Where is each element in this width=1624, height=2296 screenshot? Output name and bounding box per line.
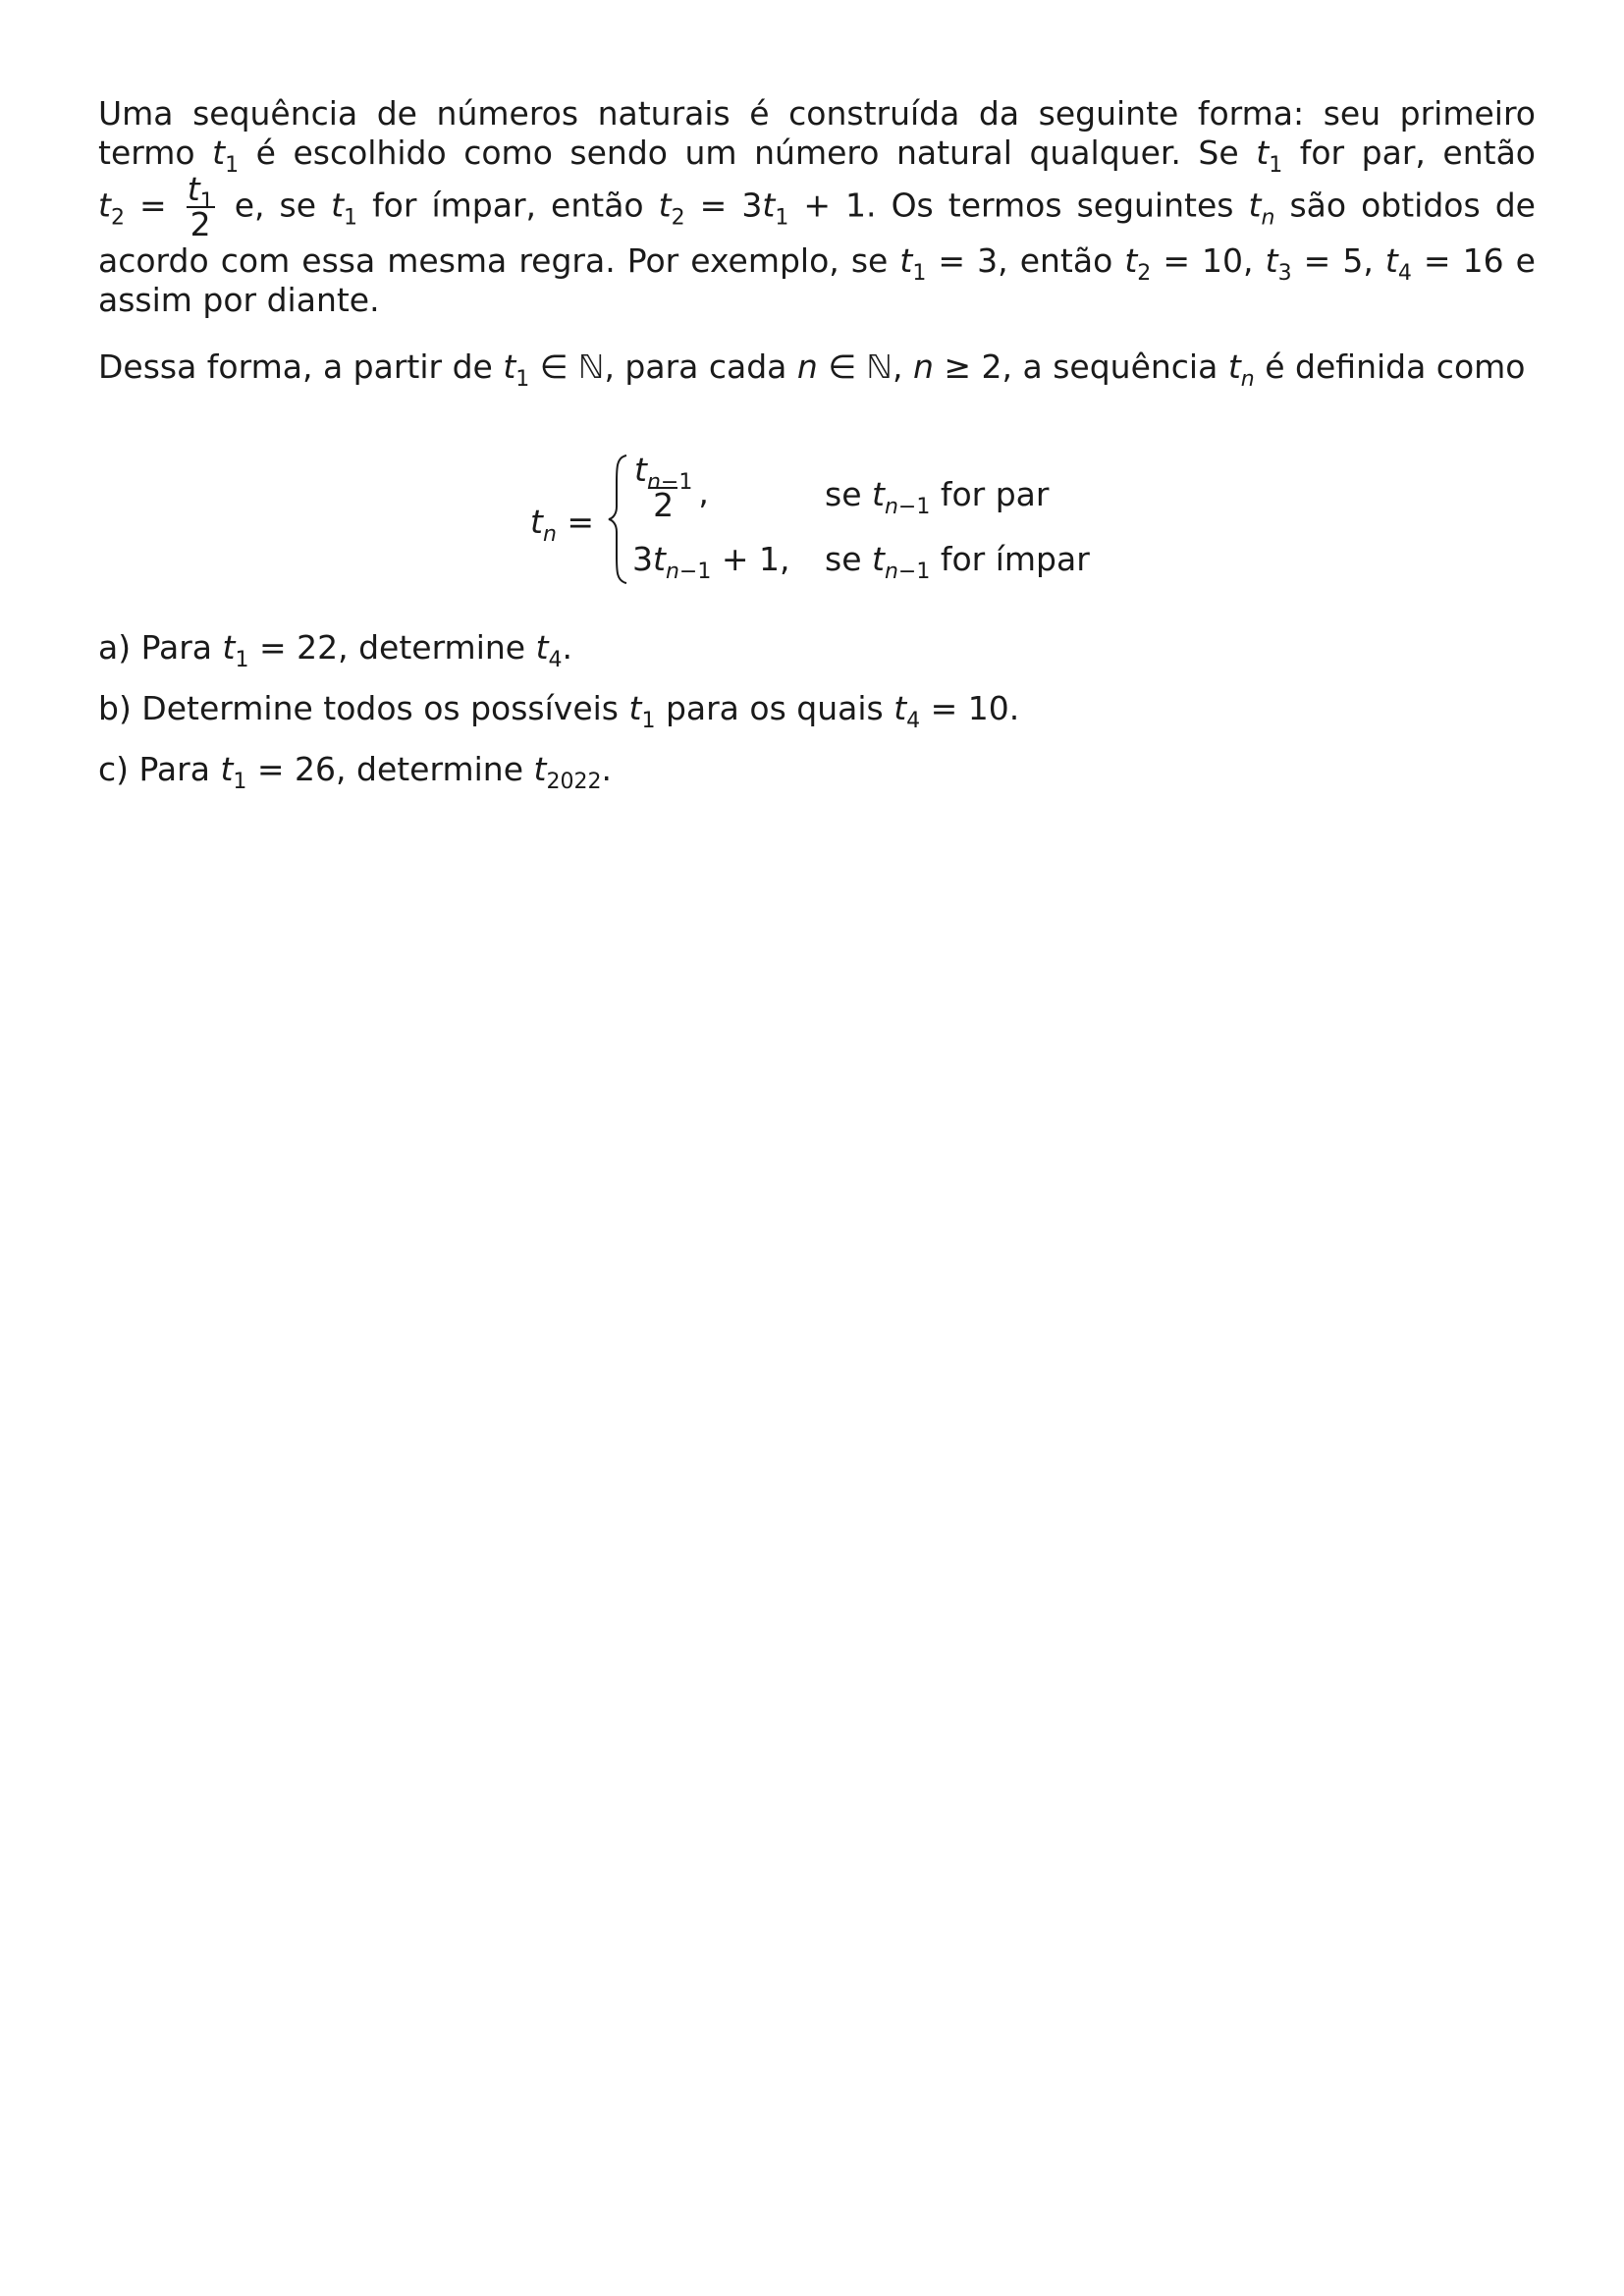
- question-list: [98, 628, 1019, 811]
- case-odd-condition: se $t_{n-1}$ for ímpar: [825, 540, 1090, 584]
- fraction-tn1-over-2: $\frac{t_{n-1}}{2}$: [634, 451, 693, 524]
- paragraph-intro: [98, 94, 1536, 320]
- case-even-expr: $\frac{t_{n-1}}{2}$ ,: [634, 451, 709, 524]
- intro-line-1: Uma sequência de números naturais é construída da seguinte forma: seu primeiro: [98, 94, 1536, 133]
- question-a: a) Para $t_1 = 22$, determine $t_4$.: [98, 628, 573, 672]
- question-b: b) Determine todos os possíveis $t_1$ para os quais $t_4 = 10$.: [98, 689, 1020, 733]
- intro-line-2: termo $t_1$ é escolhido como sendo um número natural qualquer. Se $t_1$ for par, então: [98, 133, 1536, 178]
- intro-line-3: $t_2$ = $\frac{t_1}{2}$ e, se $t_1$ for ímpar, então $t_2 = 3t_1 + 1$. Os termos seguintes $t_n$ são obtidos de: [98, 170, 1536, 243]
- problem-statement: [98, 94, 1536, 392]
- paragraph-definition: Dessa forma, a partir de $t_1$ ∈ ℕ, para cada n ∈ ℕ, n ≥ 2, a sequência $t_n$ é definida como: [98, 347, 1526, 392]
- fraction-t1-over-2: $\frac{t_1}{2}$: [187, 170, 214, 243]
- left-brace: [607, 454, 630, 585]
- case-even-condition: se $t_{n-1}$ for par: [825, 475, 1050, 519]
- intro-line-5: assim por diante.: [98, 281, 380, 319]
- question-c: c) Para $t_1 = 26$, determine $t_{2022}$.: [98, 750, 612, 794]
- formula-lhs: $t_n$ =: [530, 503, 595, 547]
- intro-line-4: acordo com essa mesma regra. Por exemplo, se $t_1 = 3$, então $t_2 = 10$, $t_3 = 5$, $t_4 = 16$ e: [98, 241, 1536, 286]
- case-odd-expr: $3t_{n-1} + 1$,: [632, 540, 790, 584]
